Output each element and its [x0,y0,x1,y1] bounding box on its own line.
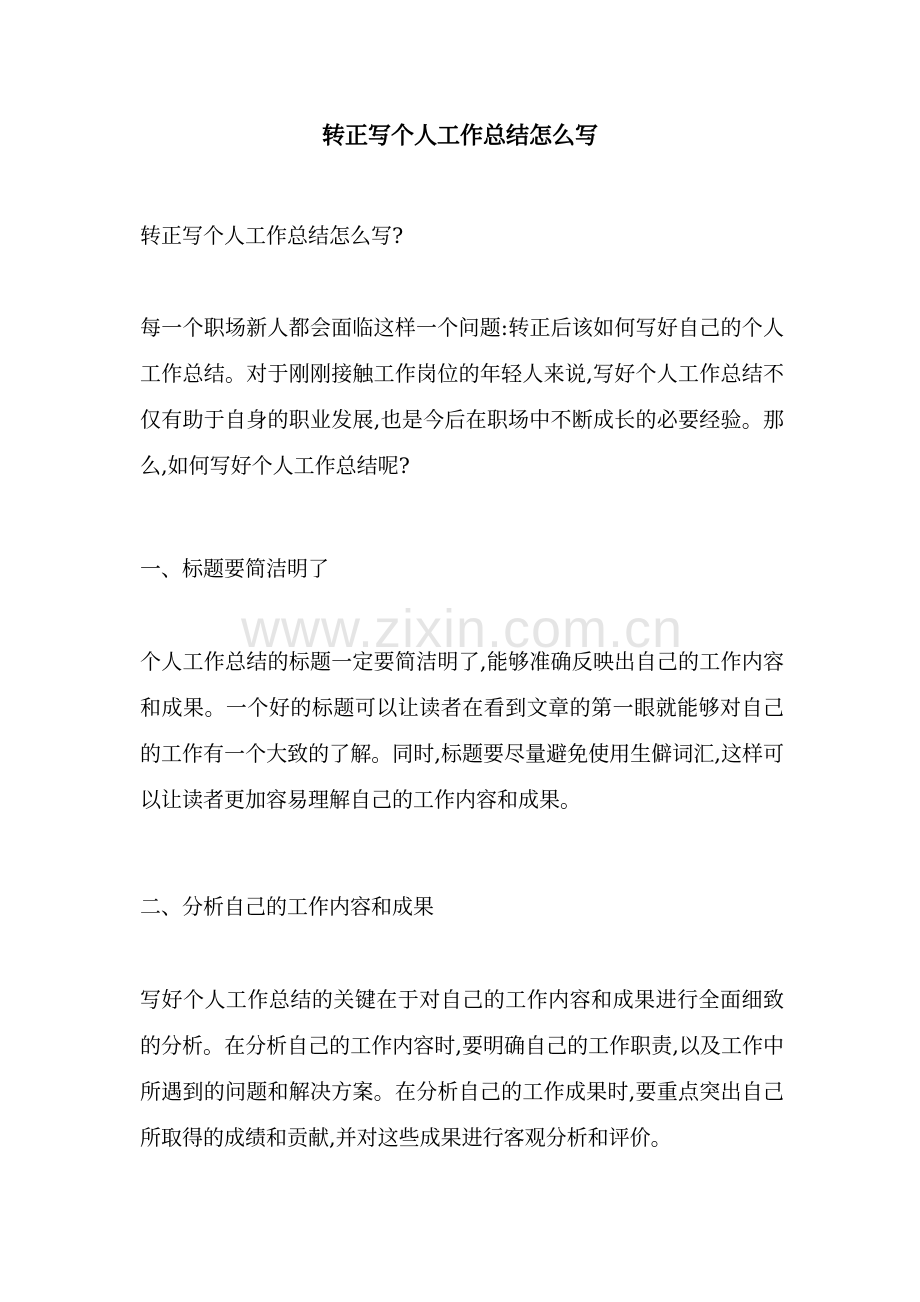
question-paragraph: 转正写个人工作总结怎么写? [140,224,404,248]
intro-paragraph: 每一个职场新人都会面临这样一个问题:转正后该如何写好自己的个人工作总结。对于刚刚接触工作岗位的年轻人来说,写好个人工作总结不仅有助于自身的职业发展,也是今后在职场中不断成长的必要经验。那么,如何写好个人工作总结呢? [140,316,784,478]
section-heading-1: 一、标题要简洁明了 [140,557,329,581]
section-heading-2: 二、分析自己的工作内容和成果 [140,895,434,919]
document-title: 转正写个人工作总结怎么写 [322,122,598,149]
section-body-1: 个人工作总结的标题一定要简洁明了,能够准确反映出自己的工作内容和成果。一个好的标题可以让读者在看到文章的第一眼就能够对自己的工作有一个大致的了解。同时,标题要尽量避免使用生僻词汇,这样可以让读者更加容易理解自己的工作内容和成果。 [140,650,784,812]
section-body-2: 写好个人工作总结的关键在于对自己的工作内容和成果进行全面细致的分析。在分析自己的工作内容时,要明确自己的工作职责,以及工作中所遇到的问题和解决方案。在分析自己的工作成果时,要重点突出自己所取得的成绩和贡献,并对这些成果进行客观分析和评价。 [140,988,784,1150]
watermark: www.zixin.com.cn [240,599,684,659]
